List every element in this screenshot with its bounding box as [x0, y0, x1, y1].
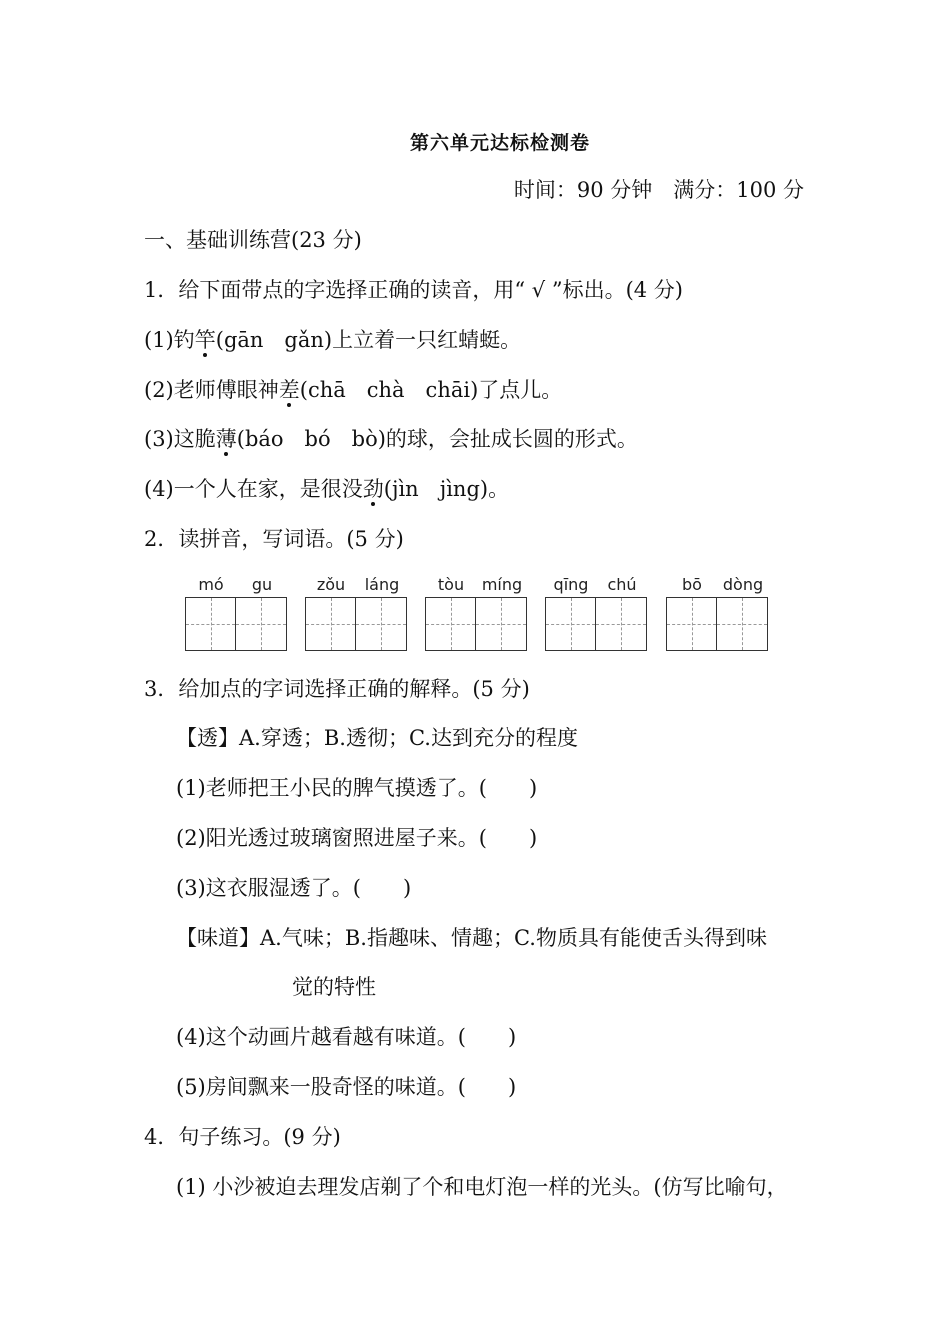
- writing-grid[interactable]: [666, 597, 768, 651]
- definition-weidao: 【味道】A.气味；B.指趣味、情趣；C.物质具有能使舌头得到味: [176, 926, 767, 950]
- grid-cell[interactable]: [667, 598, 717, 650]
- grid-cell[interactable]: [236, 598, 286, 650]
- q3-item-5: (5)房间飘来一股奇怪的味道。( ): [176, 1075, 517, 1099]
- grid-cell[interactable]: [426, 598, 476, 650]
- writing-grid[interactable]: [185, 597, 287, 651]
- question-3-heading: 3．给加点的字词选择正确的解释。(5 分): [144, 677, 530, 701]
- pinyin-label: chú: [607, 575, 637, 594]
- writing-grid[interactable]: [545, 597, 647, 651]
- grid-cell[interactable]: [717, 598, 767, 650]
- grid-cell[interactable]: [306, 598, 356, 650]
- section-heading: 一、基础训练营(23 分): [144, 228, 362, 252]
- grid-cell[interactable]: [356, 598, 406, 650]
- question-1-heading: 1．给下面带点的字选择正确的读音，用“ √ ”标出。(4 分): [144, 278, 683, 302]
- definition-tou: 【透】A.穿透；B.透彻；C.达到充分的程度: [176, 726, 578, 750]
- pinyin-label: bō: [682, 575, 702, 594]
- q1-item-4: (4)一个人在家，是很没劲(jìn jìng)。: [144, 477, 510, 501]
- q1-item-2: (2)老师傅眼神差(chā chà chāi)了点儿。: [144, 378, 563, 402]
- writing-grid[interactable]: [425, 597, 527, 651]
- q1-item-3: (3)这脆薄(báo bó bò)的球，会扯成长圆的形式。: [144, 427, 638, 451]
- question-4-heading: 4．句子练习。(9 分): [144, 1125, 341, 1149]
- dotted-char: 竿: [194, 328, 216, 352]
- q1-item-1: (1)钓竿(gān gǎn)上立着一只红蜻蜓。: [144, 328, 522, 352]
- definition-weidao-cont: 觉的特性: [292, 975, 376, 999]
- grid-cell[interactable]: [546, 598, 596, 650]
- pinyin-label: míng: [481, 575, 523, 594]
- dotted-char: 劲: [362, 477, 384, 501]
- exam-meta: 时间：90 分钟 满分：100 分: [513, 178, 804, 202]
- q3-item-4: (4)这个动画片越看越有味道。( ): [176, 1025, 517, 1049]
- pinyin-label: dòng: [722, 575, 764, 594]
- pinyin-label: mó: [198, 575, 224, 594]
- grid-cell[interactable]: [476, 598, 526, 650]
- writing-grid[interactable]: [305, 597, 407, 651]
- grid-cell[interactable]: [186, 598, 236, 650]
- pinyin-label: tòu: [437, 575, 465, 594]
- q4-item-1: (1) 小沙被迫去理发店剃了个和电灯泡一样的光头。(仿写比喻句，: [176, 1175, 788, 1199]
- page-title: 第六单元达标检测卷: [409, 132, 590, 154]
- q3-item-2: (2)阳光透过玻璃窗照进屋子来。( ): [176, 826, 538, 850]
- grid-cell[interactable]: [596, 598, 646, 650]
- question-2-heading: 2．读拼音，写词语。(5 分): [144, 527, 404, 551]
- pinyin-label: láng: [364, 575, 400, 594]
- dotted-char: 差: [278, 378, 300, 402]
- q3-item-3: (3)这衣服湿透了。( ): [176, 876, 412, 900]
- q3-item-1: (1)老师把王小民的脾气摸透了。( ): [176, 776, 538, 800]
- pinyin-label: qīng: [553, 575, 589, 594]
- dotted-char: 薄: [215, 427, 237, 451]
- pinyin-label: gu: [251, 575, 273, 594]
- pinyin-label: zǒu: [316, 575, 346, 594]
